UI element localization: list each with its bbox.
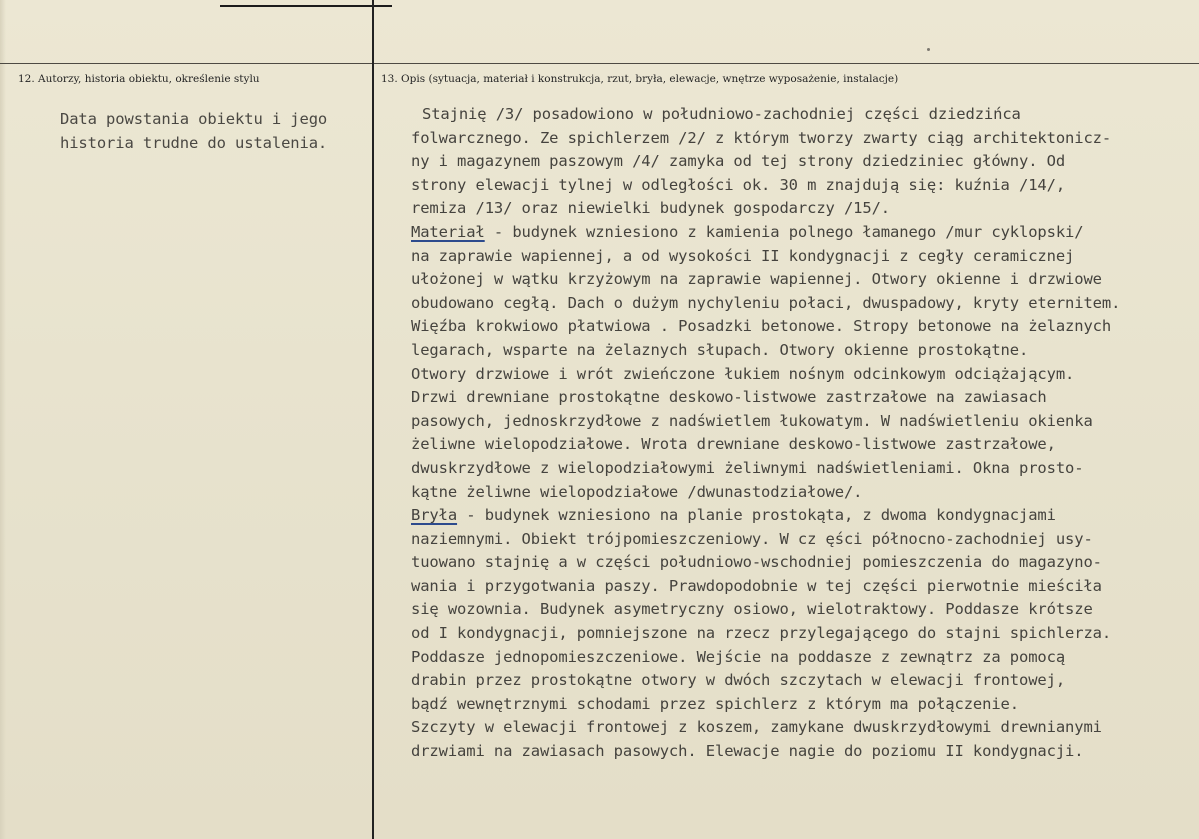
bryla-first-text: - budynek wzniesiono na planie prostokąta, z dwoma kondygnacjami — [457, 506, 1056, 525]
material-line: obudowano cegłą. Dach o dużym nychyleniu połaci, dwuspadowy, kryty eternitem. — [411, 293, 1121, 312]
description-line: strony elewacji tylnej w odległości ok. 30 m znajdują się: kuźnia /14/, — [411, 175, 1066, 194]
bryla-heading: Bryła — [411, 506, 458, 525]
section-13-number: 13. — [381, 73, 398, 85]
bryla-line: od I kondygnacji, pomniejszone na rzecz przylegającego do stajni spichlerza. — [411, 624, 1112, 643]
column-divider — [372, 0, 374, 839]
material-line: na zaprawie wapiennej, a od wysokości II kondygnacji z cegły ceramicznej — [411, 246, 1075, 265]
material-heading: Materiał — [411, 222, 485, 241]
paper-edge-shadow — [0, 0, 6, 839]
paper-speck — [927, 48, 930, 51]
section-12-header — [18, 73, 260, 85]
history-line: historia trudne do ustalenia. — [60, 133, 328, 152]
material-line: legarach, wsparte na żelaznych słupach. Otwory okienne prostokątne. — [411, 340, 1029, 359]
section-13-subtitle: (sytuacja, materiał i konstrukcja, rzut, bryła, elewacje, wnętrze wyposażenie, instalacje) — [428, 73, 899, 85]
description-line: Stajnię /3/ posadowiono w południowo-zachodniej części dziedzińca — [422, 105, 1021, 123]
material-first-text: - budynek wzniesiono z kamienia polnego łamanego /mur cyklopski/ — [484, 222, 1084, 241]
section-12-title: Autorzy, historia obiektu, określenie stylu — [38, 73, 260, 85]
material-line: Drzwi drewniane prostokątne deskowo-listwowe zastrzałowe na zawiasach — [411, 388, 1047, 407]
section-13-title: Opis — [401, 73, 426, 85]
section-13-header — [381, 73, 898, 85]
bryla-line: drzwiami na zawiasach pasowych. Elewacje nagie do poziomu II kondygnacji. — [411, 742, 1084, 761]
description-line: folwarcznego. Ze spichlerzem /2/ z którym tworzy zwarty ciąg architektonicz- — [411, 128, 1112, 147]
bryla-line: drabin przez prostokątne otwory w dwóch szczytach w elewacji frontowej, — [411, 671, 1066, 690]
bryla-line: wania i przygotwania paszy. Prawdopodobnie w tej części pierwotnie mieściła — [411, 576, 1102, 595]
description-line: ny i magazynem paszowym /4/ zamyka od tej strony dziedziniec główny. Od — [411, 152, 1066, 171]
bryla-line — [411, 504, 1199, 528]
top-edge-mark — [220, 5, 392, 7]
material-line: dwuskrzydłowe z wielopodziałowymi żeliwnymi nadświetleniami. Okna prosto- — [411, 458, 1084, 477]
description-text — [411, 103, 1199, 764]
header-rule — [0, 63, 1199, 64]
bryla-line: bądź wewnętrznymi schodami przez spichlerz z którym ma połączenie. — [411, 694, 1019, 713]
material-line: pasowych, jednoskrzydłowe z nadświetlem łukowatym. W nadświetleniu okienka — [411, 411, 1093, 430]
bryla-line: Poddasze jednopomieszczeniowe. Wejście na poddasze z zewnątrz za pomocą — [411, 647, 1066, 666]
history-text — [60, 108, 366, 155]
material-line: kątne żeliwne wielopodziałowe /dwunastodziałowe/. — [411, 482, 863, 501]
history-line: Data powstania obiektu i jego — [60, 110, 328, 128]
bryla-line: Szczyty w elewacji frontowej z koszem, zamykane dwuskrzydłowymi drewnianymi — [411, 718, 1102, 737]
section-12-number: 12. — [18, 73, 35, 85]
description-line: remiza /13/ oraz niewielki budynek gospodarczy /15/. — [411, 199, 891, 218]
material-line: Otwory drzwiowe i wrót zwieńczone łukiem nośnym odcinkowym odciążającym. — [411, 364, 1075, 383]
bryla-line: naziemnymi. Obiekt trójpomieszczeniowy. W cz ęści północno-zachodniej usy- — [411, 529, 1093, 548]
bryla-line: się wozownia. Budynek asymetryczny osiowo, wielotraktowy. Poddasze krótsze — [411, 600, 1093, 619]
material-line: Więźba krokwiowo płatwiowa . Posadzki betonowe. Stropy betonowe na żelaznych — [411, 317, 1112, 336]
material-line: ułożonej w wątku krzyżowym na zaprawie wapiennej. Otwory okienne i drzwiowe — [411, 270, 1102, 289]
material-line: żeliwne wielopodziałowe. Wrota drewniane deskowo-listwowe zastrzałowe, — [411, 435, 1056, 454]
bryla-line: tuowano stajnię a w części południowo-wschodniej pomieszczenia do magazyno- — [411, 553, 1102, 572]
material-line — [411, 221, 1199, 245]
